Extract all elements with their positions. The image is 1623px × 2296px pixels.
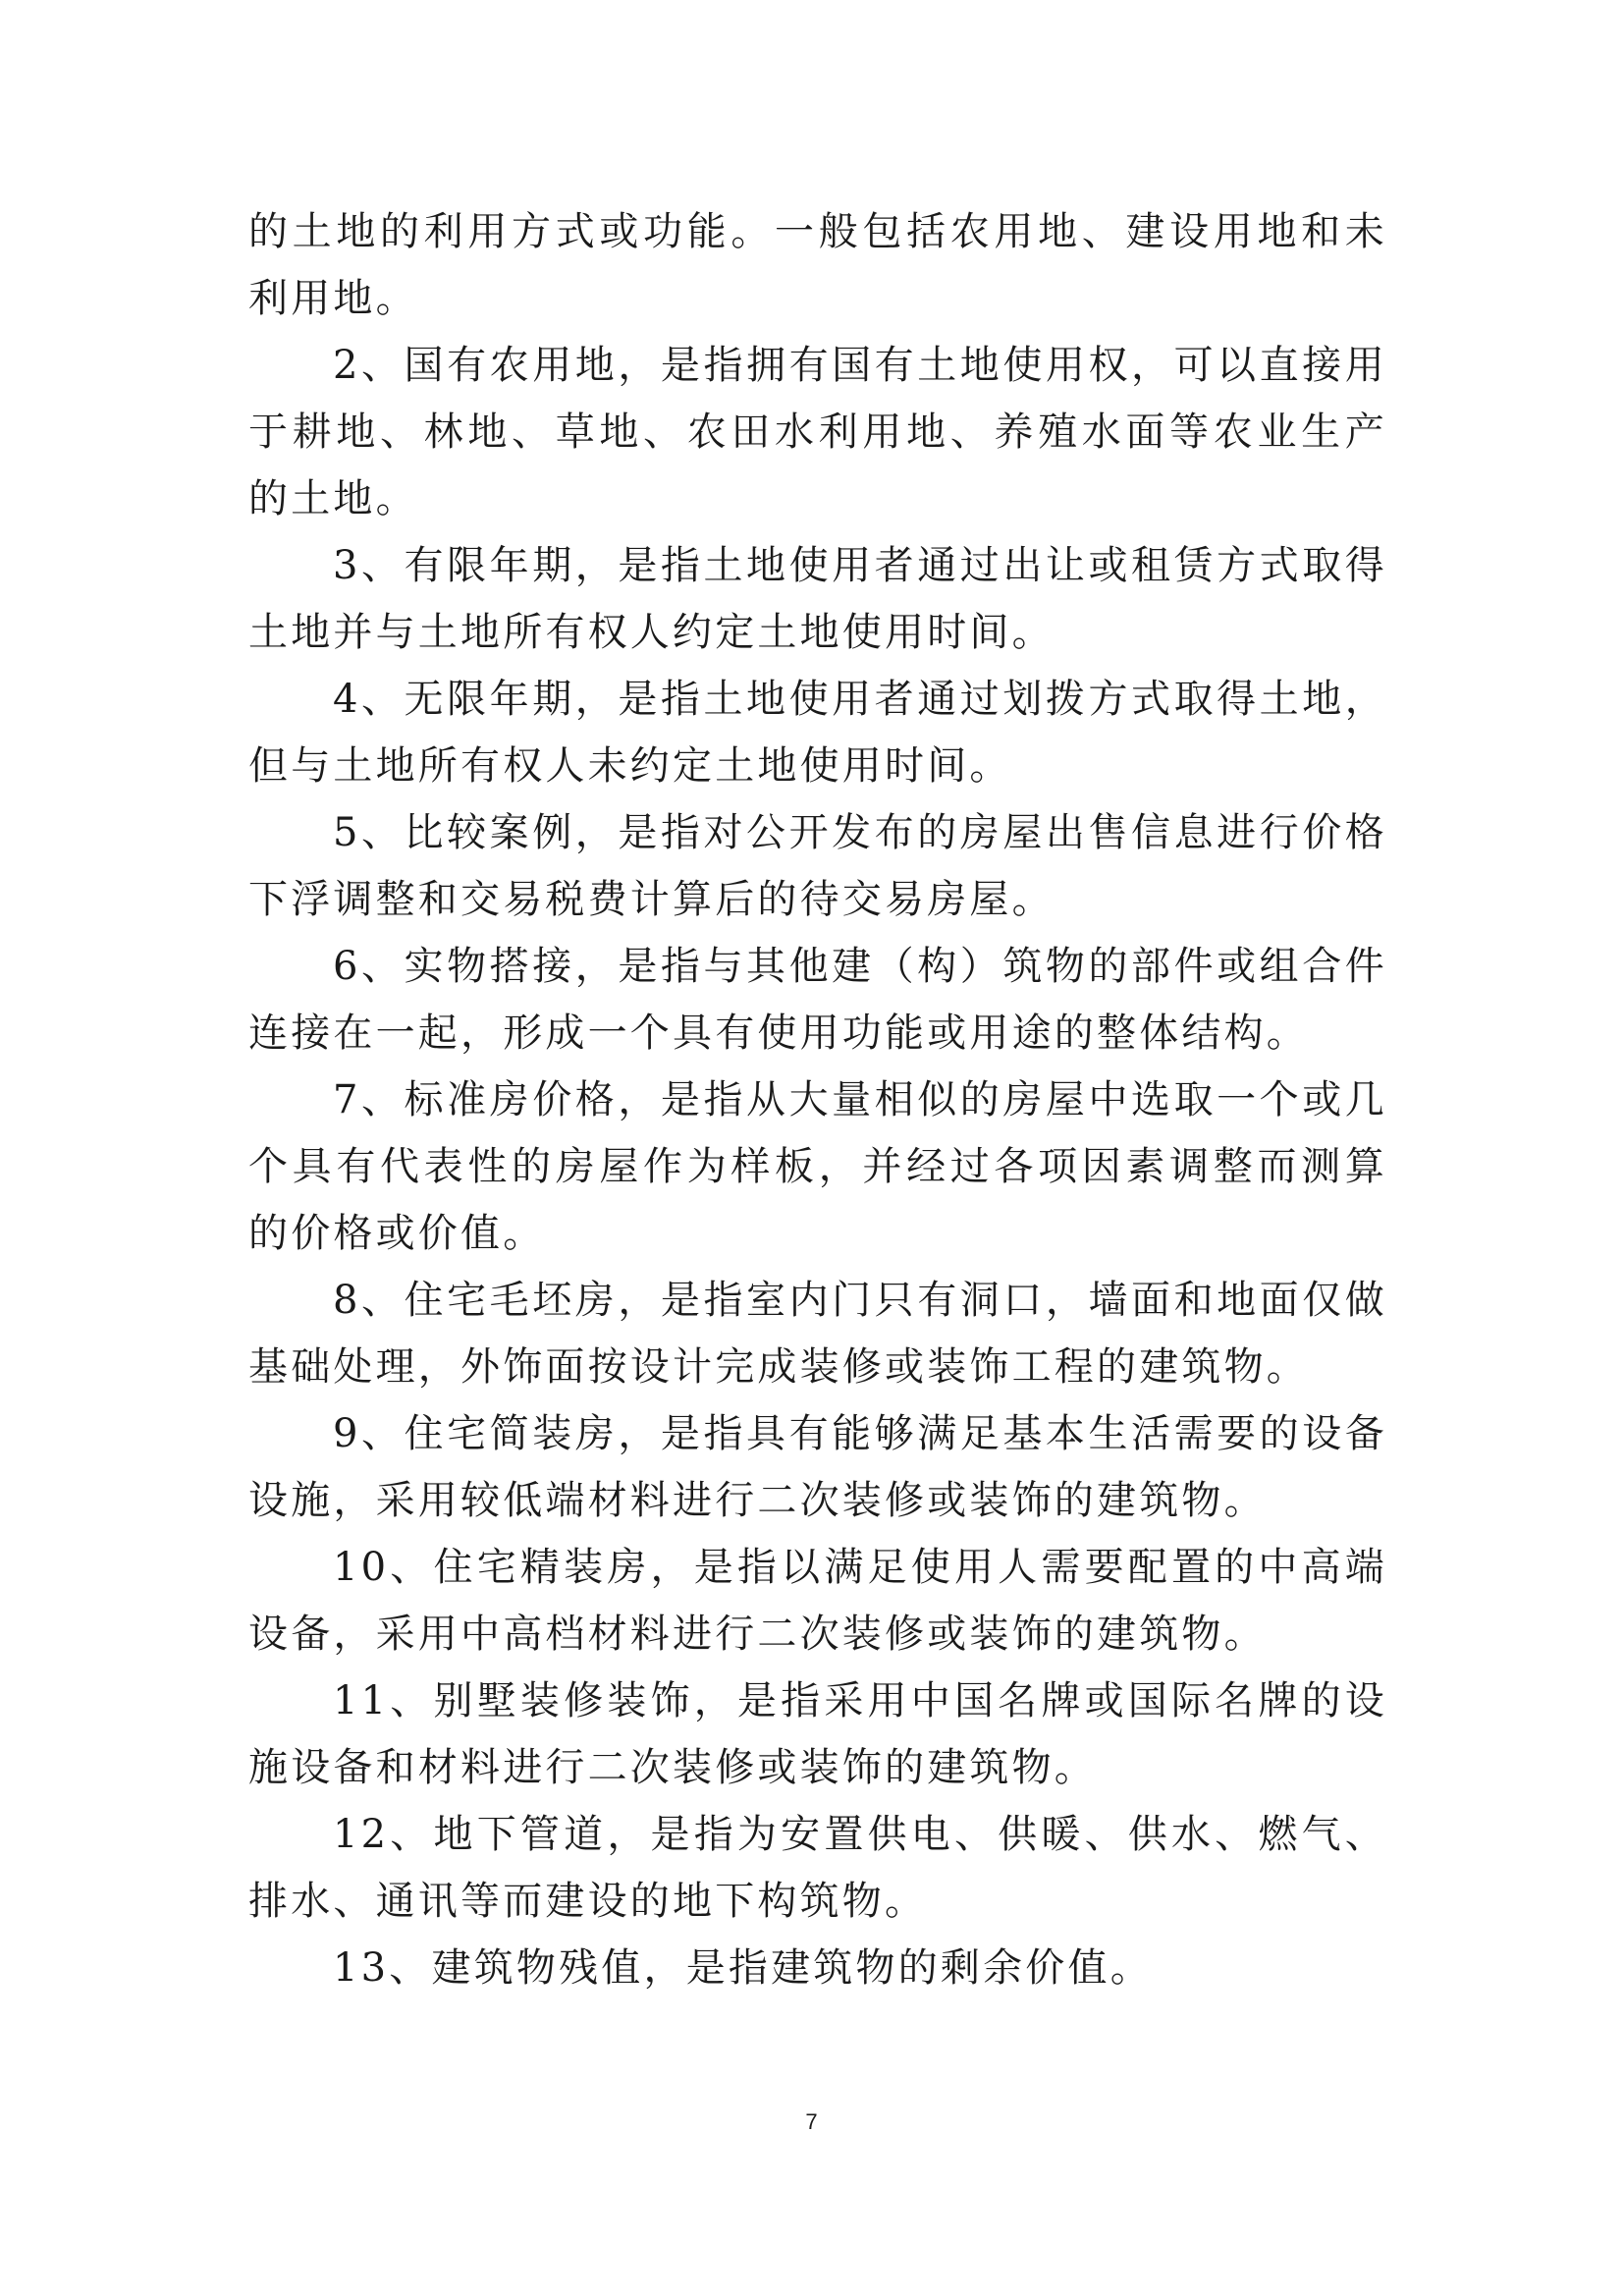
definition-7-standard-house-price: 7、标准房价格，是指从大量相似的房屋中选取一个或几个具有代表性的房屋作为样板，并经过各项因素调整而测算的价格或价值。	[248, 1077, 1387, 1256]
paragraph-continuation: 的土地的利用方式或功能。一般包括农用地、建设用地和未利用地。	[248, 209, 1387, 321]
definition-3-limited-term: 3、有限年期，是指土地使用者通过出让或租赁方式取得土地并与土地所有权人约定土地使用时间。	[248, 543, 1387, 655]
definition-2-state-owned-agricultural-land: 2、国有农用地，是指拥有国有土地使用权，可以直接用于耕地、林地、草地、农田水利用地、养殖水面等农业生产的土地。	[248, 343, 1387, 521]
definition-5-comparison-case: 5、比较案例，是指对公开发布的房屋出售信息进行价格下浮调整和交易税费计算后的待交易房屋。	[248, 810, 1387, 922]
body-text	[248, 198, 1387, 2001]
definition-13-building-residual-value: 13、建筑物残值，是指建筑物的剩余价值。	[333, 1945, 1153, 1991]
definition-11-villa-decoration: 11、别墅装修装饰，是指采用中国名牌或国际名牌的设施设备和材料进行二次装修或装饰的建筑物。	[248, 1678, 1387, 1790]
definition-8-unfinished-residence: 8、住宅毛坯房，是指室内门只有洞口，墙面和地面仅做基础处理，外饰面按设计完成装修或装饰工程的建筑物。	[248, 1278, 1387, 1390]
definition-4-unlimited-term: 4、无限年期，是指土地使用者通过划拨方式取得土地，但与土地所有权人未约定土地使用时间。	[248, 677, 1387, 789]
definition-6-physical-connection: 6、实物搭接，是指与其他建（构）筑物的部件或组合件连接在一起，形成一个具有使用功能或用途的整体结构。	[248, 944, 1387, 1056]
definition-9-simply-decorated-residence: 9、住宅简装房，是指具有能够满足基本生活需要的设备设施，采用较低端材料进行二次装修或装饰的建筑物。	[248, 1411, 1387, 1523]
definition-12-underground-pipeline: 12、地下管道，是指为安置供电、供暖、供水、燃气、排水、通讯等而建设的地下构筑物。	[248, 1812, 1387, 1924]
page-number: 7	[805, 2109, 818, 2134]
definition-10-fine-decorated-residence: 10、住宅精装房，是指以满足使用人需要配置的中高端设备，采用中高档材料进行二次装修或装饰的建筑物。	[248, 1545, 1387, 1657]
